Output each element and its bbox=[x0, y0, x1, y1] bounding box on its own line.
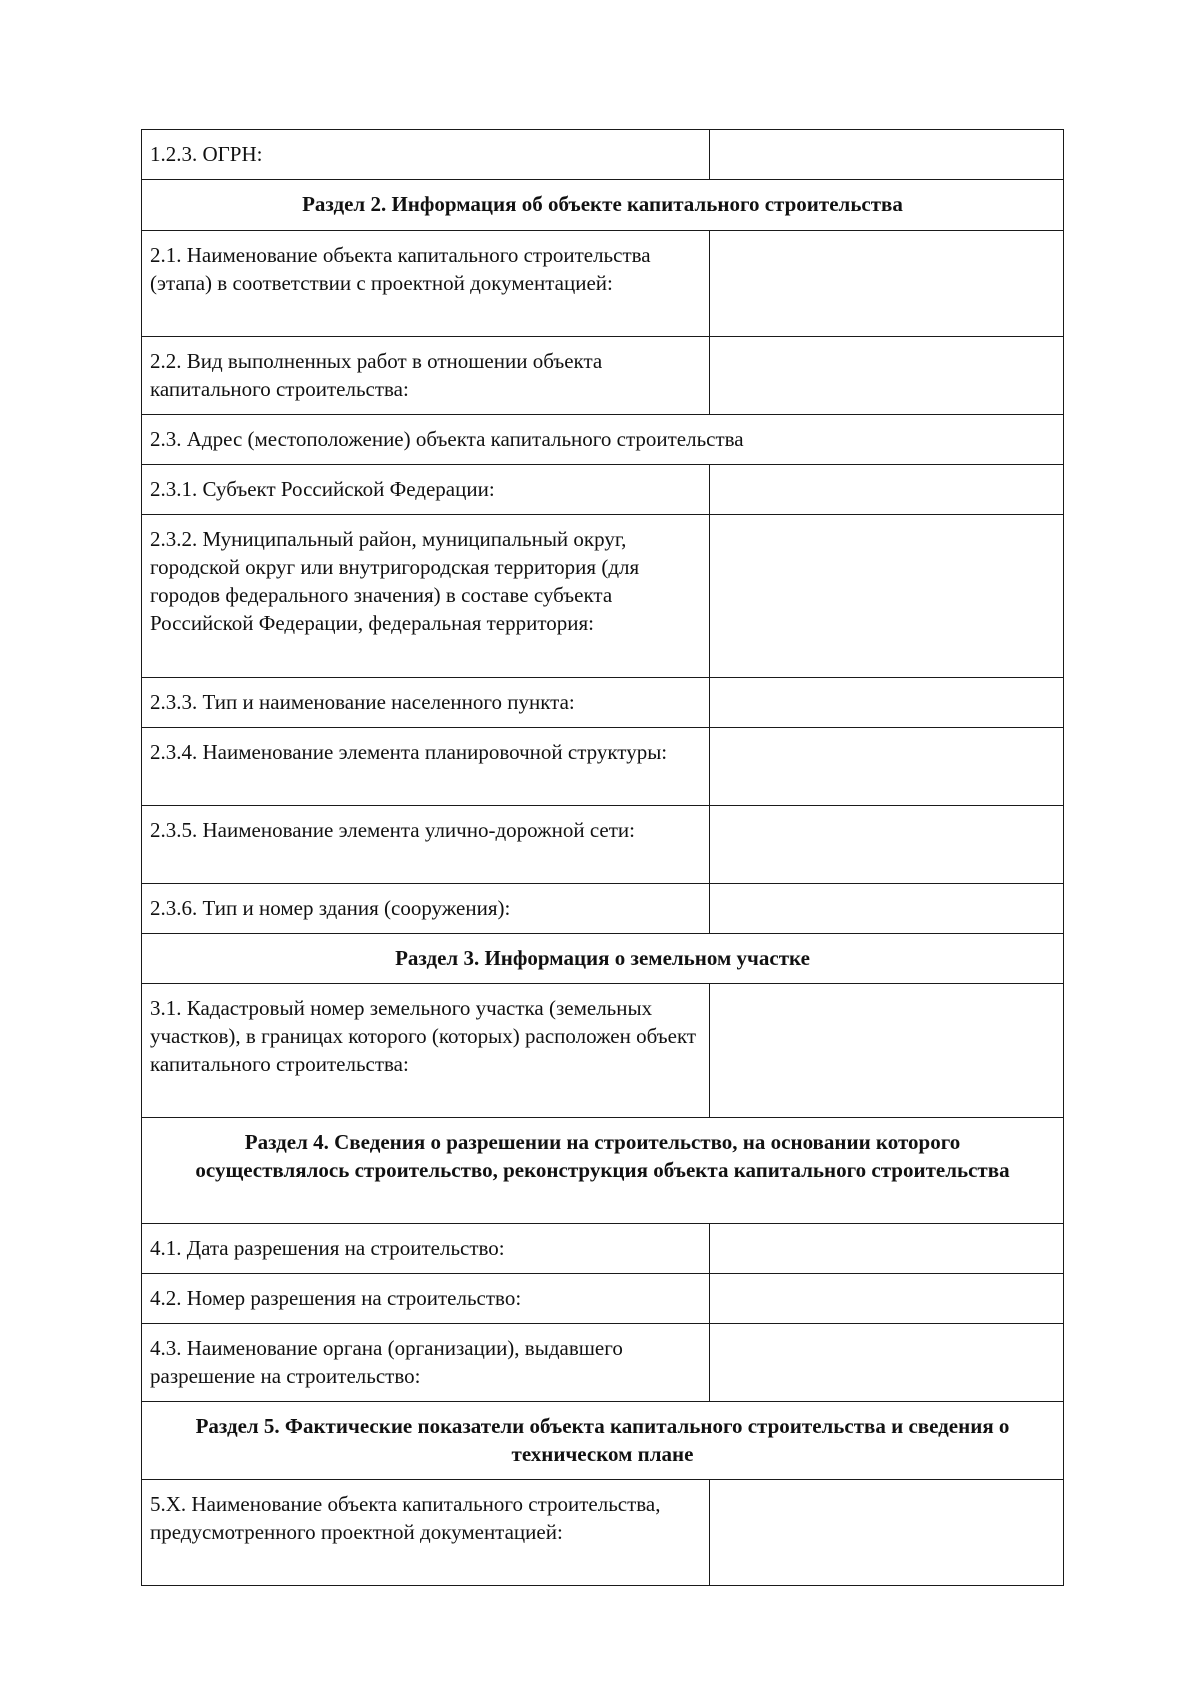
work-type-label: 2.2. Вид выполненных работ в отношении объекта капитального строительства: bbox=[142, 337, 710, 415]
ogrn-label: 1.2.3. ОГРН: bbox=[142, 130, 710, 180]
ogrn-value bbox=[710, 130, 1064, 180]
table-row-federal-subject bbox=[142, 465, 1064, 515]
table-row-planning-structure bbox=[142, 728, 1064, 806]
issuing-authority-label: 4.3. Наименование органа (организации), выдавшего разрешение на строительство: bbox=[142, 1324, 710, 1402]
section-5-header-row bbox=[142, 1402, 1064, 1480]
table-row-settlement bbox=[142, 678, 1064, 728]
cadastral-number-value bbox=[710, 984, 1064, 1118]
project-object-name-label: 5.X. Наименование объекта капитального строительства, предусмотренного проектной документацией: bbox=[142, 1480, 710, 1586]
road-network-label: 2.3.5. Наименование элемента улично-дорожной сети: bbox=[142, 806, 710, 884]
address-header-label: 2.3. Адрес (местоположение) объекта капитального строительства bbox=[142, 415, 1064, 465]
settlement-label: 2.3.3. Тип и наименование населенного пункта: bbox=[142, 678, 710, 728]
table-row-ogrn bbox=[142, 130, 1064, 180]
cadastral-number-label: 3.1. Кадастровый номер земельного участка (земельных участков), в границах которого (которых) расположен объект капитального строительства: bbox=[142, 984, 710, 1118]
project-object-name-value bbox=[710, 1480, 1064, 1586]
permit-date-label: 4.1. Дата разрешения на строительство: bbox=[142, 1224, 710, 1274]
building-number-value bbox=[710, 884, 1064, 934]
planning-structure-value bbox=[710, 728, 1064, 806]
section-2-title: Раздел 2. Информация об объекте капитального строительства bbox=[142, 180, 1064, 231]
section-3-title: Раздел 3. Информация о земельном участке bbox=[142, 934, 1064, 984]
table-row-object-name bbox=[142, 231, 1064, 337]
section-4-title: Раздел 4. Сведения о разрешении на строительство, на основании которого осуществлялось строительство, реконструкция объекта капитального строительства bbox=[142, 1118, 1064, 1224]
permit-date-value bbox=[710, 1224, 1064, 1274]
planning-structure-label: 2.3.4. Наименование элемента планировочной структуры: bbox=[142, 728, 710, 806]
municipal-district-value bbox=[710, 515, 1064, 678]
section-3-header-row bbox=[142, 934, 1064, 984]
work-type-value bbox=[710, 337, 1064, 415]
settlement-value bbox=[710, 678, 1064, 728]
table-row-address-header bbox=[142, 415, 1064, 465]
section-4-header-row bbox=[142, 1118, 1064, 1224]
permit-number-value bbox=[710, 1274, 1064, 1324]
municipal-district-label: 2.3.2. Муниципальный район, муниципальный округ, городской округ или внутригородская территория (для городов федерального значения) в составе субъекта Российской Федерации, федеральная территория: bbox=[142, 515, 710, 678]
road-network-value bbox=[710, 806, 1064, 884]
table-row-issuing-authority bbox=[142, 1324, 1064, 1402]
table-row-building-number bbox=[142, 884, 1064, 934]
table-row-municipal-district bbox=[142, 515, 1064, 678]
section-2-header-row bbox=[142, 180, 1064, 231]
table-row-work-type bbox=[142, 337, 1064, 415]
object-name-label: 2.1. Наименование объекта капитального строительства (этапа) в соответствии с проектной документацией: bbox=[142, 231, 710, 337]
section-5-title: Раздел 5. Фактические показатели объекта капитального строительства и сведения о техническом плане bbox=[142, 1402, 1064, 1480]
document-form-table bbox=[141, 129, 1064, 1586]
table-row-cadastral-number bbox=[142, 984, 1064, 1118]
object-name-value bbox=[710, 231, 1064, 337]
table-row-road-network bbox=[142, 806, 1064, 884]
table-row-project-object-name bbox=[142, 1480, 1064, 1586]
table-row-permit-date bbox=[142, 1224, 1064, 1274]
federal-subject-label: 2.3.1. Субъект Российской Федерации: bbox=[142, 465, 710, 515]
federal-subject-value bbox=[710, 465, 1064, 515]
permit-number-label: 4.2. Номер разрешения на строительство: bbox=[142, 1274, 710, 1324]
table-row-permit-number bbox=[142, 1274, 1064, 1324]
issuing-authority-value bbox=[710, 1324, 1064, 1402]
building-number-label: 2.3.6. Тип и номер здания (сооружения): bbox=[142, 884, 710, 934]
